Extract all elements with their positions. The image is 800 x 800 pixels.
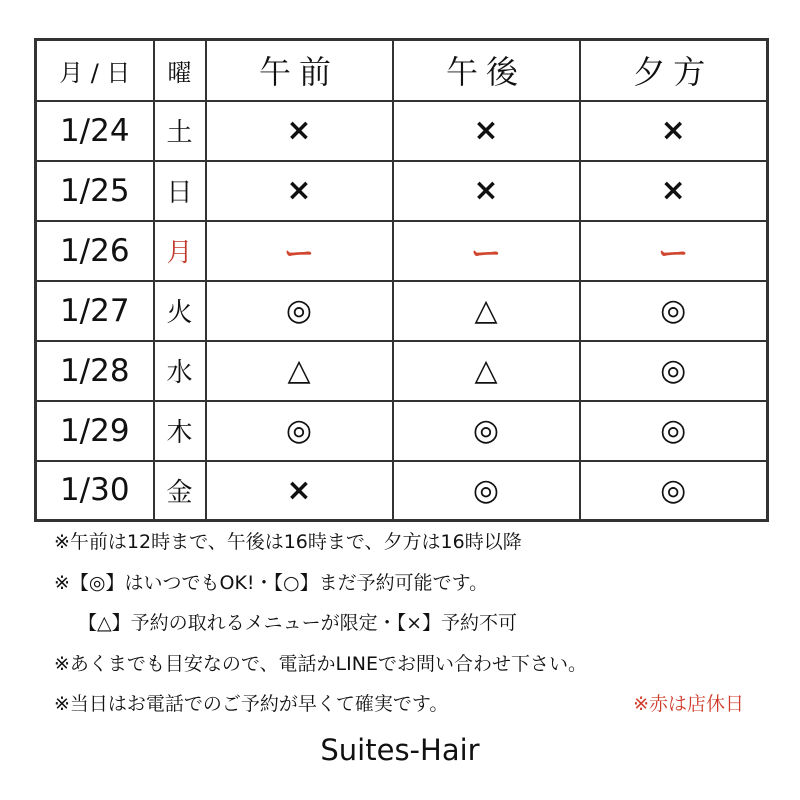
note-time-definition: ※午前は12時まで、午後は16時まで、夕方は16時以降: [54, 531, 522, 553]
status-evening: ◎: [580, 281, 768, 341]
table-header-row: [36, 40, 768, 101]
row-day-of-week: 日: [154, 161, 206, 221]
note-same-day-text: ※当日はお電話でのご予約が早くて確実です。: [54, 693, 449, 715]
status-evening: ー: [580, 221, 768, 281]
status-morning: ×: [206, 101, 393, 161]
status-afternoon: ー: [393, 221, 580, 281]
header-morning: 午前: [206, 40, 393, 101]
header-afternoon: 午後: [393, 40, 580, 101]
header-day-of-week: 曜: [154, 40, 206, 101]
status-afternoon: ×: [393, 161, 580, 221]
row-day-of-week: 木: [154, 401, 206, 461]
row-date: 1/26: [36, 221, 154, 281]
status-afternoon: ×: [393, 101, 580, 161]
row-day-of-week: 土: [154, 101, 206, 161]
status-evening: ◎: [580, 401, 768, 461]
status-evening: ×: [580, 101, 768, 161]
status-evening: ×: [580, 161, 768, 221]
status-morning: △: [206, 341, 393, 401]
row-date: 1/30: [36, 461, 154, 521]
status-morning: ×: [206, 161, 393, 221]
row-date: 1/29: [36, 401, 154, 461]
note-legend-available: ※【◎】はいつでもOK!・【○】まだ予約可能です。: [54, 571, 489, 594]
row-date: 1/25: [36, 161, 154, 221]
status-morning: ×: [206, 461, 393, 521]
status-morning: ー: [206, 221, 393, 281]
status-afternoon: ◎: [393, 401, 580, 461]
status-afternoon: △: [393, 341, 580, 401]
row-day-of-week: 月: [154, 221, 206, 281]
availability-table: [34, 38, 769, 522]
status-evening: ◎: [580, 341, 768, 401]
table-row: [36, 281, 768, 341]
row-date: 1/27: [36, 281, 154, 341]
row-day-of-week: 金: [154, 461, 206, 521]
table-body: [36, 101, 768, 521]
table-row: [36, 461, 768, 521]
row-day-of-week: 水: [154, 341, 206, 401]
table-row: [36, 101, 768, 161]
header-evening: 夕方: [580, 40, 768, 101]
status-morning: ◎: [206, 281, 393, 341]
status-afternoon: △: [393, 281, 580, 341]
table-row: [36, 401, 768, 461]
status-afternoon: ◎: [393, 461, 580, 521]
note-legend-limited: 【△】予約の取れるメニューが限定・【×】予約不可: [78, 612, 518, 634]
row-date: 1/28: [36, 341, 154, 401]
row-day-of-week: 火: [154, 281, 206, 341]
header-date: 月 / 日: [36, 40, 154, 101]
note-contact: ※あくまでも目安なので、電話かLINEでお問い合わせ下さい。: [54, 652, 587, 675]
status-morning: ◎: [206, 401, 393, 461]
table-row: [36, 221, 768, 281]
table-row: [36, 341, 768, 401]
note-same-day: [54, 684, 774, 725]
notes-section: [54, 522, 774, 725]
row-date: 1/24: [36, 101, 154, 161]
status-evening: ◎: [580, 461, 768, 521]
note-closed-day: ※赤は店休日: [633, 693, 744, 715]
table-row: [36, 161, 768, 221]
salon-name: Suites-Hair: [320, 733, 480, 767]
